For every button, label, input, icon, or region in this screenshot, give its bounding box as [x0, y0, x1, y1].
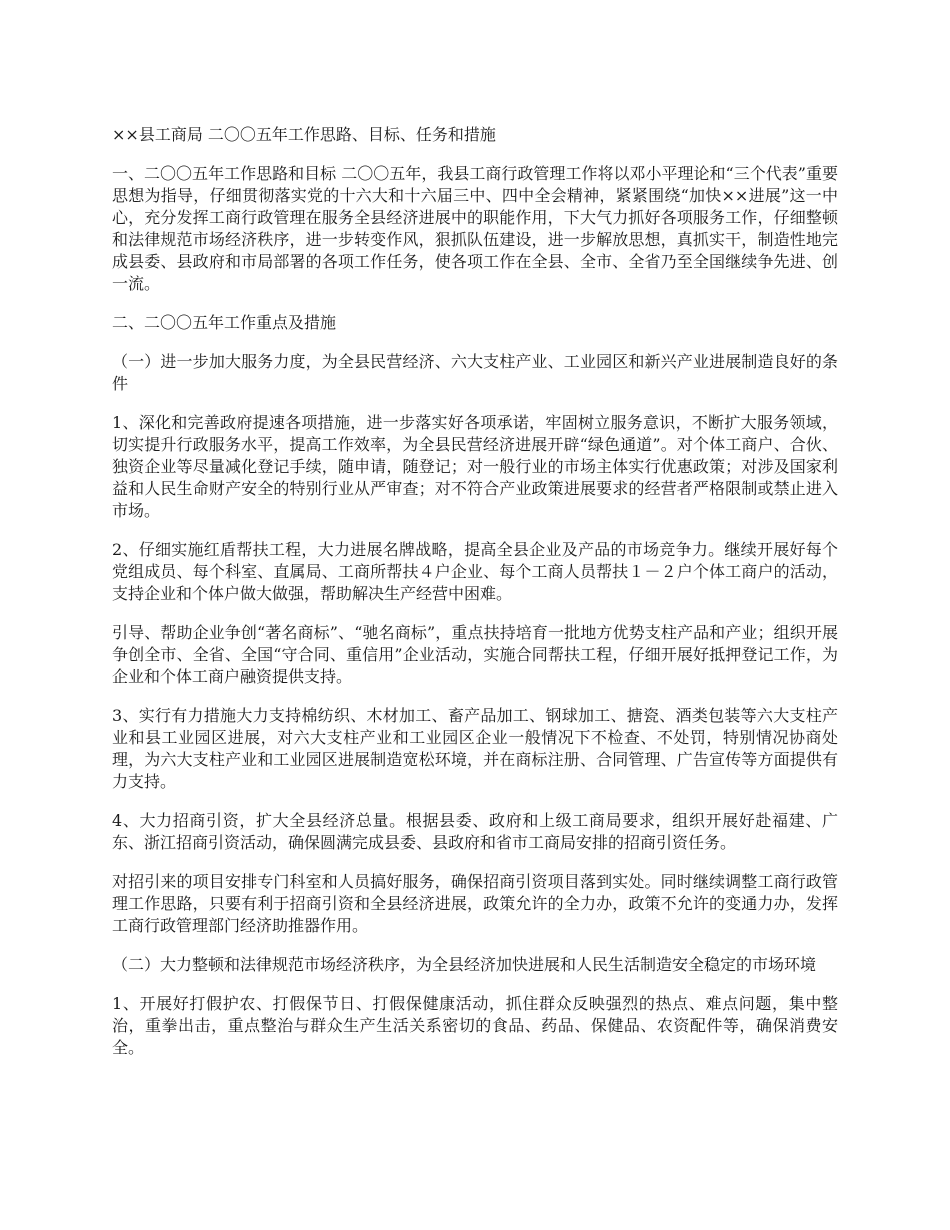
paragraph-item-4: 4、大力招商引资，扩大全县经济总量。根据县委、政府和上级工商局要求，组织开展好赴福建、广东、浙江招商引资活动，确保圆满完成县委、县政府和省市工商局安排的招商引资任务。 [112, 811, 838, 852]
paragraph-sub2-item-1: 1、开展好打假护农、打假保节日、打假保健康活动，抓住群众反映强烈的热点、难点问题，集中整治，重拳出击，重点整治与群众生产生活关系密切的食品、药品、保健品、农资配件等，确保消费安全。 [112, 994, 838, 1057]
paragraph-1: 一、二〇〇五年工作思路和目标 二〇〇五年，我县工商行政管理工作将以邓小平理论和“三个代表”重要思想为指导，仔细贯彻落实党的十六大和十六届三中、四中全会精神，紧紧围绕“加快××进展”这一中心，充分发挥工商行政管理在服务全县经济进展中的职能作用，下大气力抓好各项服务工作，仔细整顿和法律规范市场经济秩序，进一步转变作风，狠抓队伍建设，进一步解放思想，真抓实干，制造性地完成县委、县政府和市局部署的各项工作任务，使各项工作在全县、全市、全省乃至全国继续争先进、创一流。 [112, 164, 838, 293]
paragraph-item-3: 3、实行有力措施大力支持棉纺织、木材加工、畜产品加工、钢球加工、搪瓷、酒类包装等六大支柱产业和县工业园区进展，对六大支柱产业和工业园区企业一般情况下不检查、不处罚，特别情况协商处理，为六大支柱产业和工业园区进展制造宽松环境，并在商标注册、合同管理、广告宣传等方面提供有力支持。 [112, 706, 838, 791]
paragraph-item-2-cont: 引导、帮助企业争创“著名商标”、“驰名商标”，重点扶持培育一批地方优势支柱产品和产业；组织开展争创全市、全省、全国“守合同、重信用”企业活动，实施合同帮扶工程，仔细开展好抵押登记工作，为企业和个体工商户融资提供支持。 [112, 623, 838, 686]
document-page [112, 124, 838, 1076]
subsection-heading-2: （二）大力整顿和法律规范市场经济秩序，为全县经济加快进展和人民生活制造安全稳定的市场环境 [112, 955, 817, 974]
paragraph-item-4-cont: 对招引来的项目安排专门科室和人员搞好服务，确保招商引资项目落到实处。同时继续调整工商行政管理工作思路，只要有利于招商引资和全县经济进展，政策允许的全力办，政策不允许的变通力办，发挥工商行政管理部门经济助推器作用。 [112, 872, 838, 935]
paragraph-item-1: 1、深化和完善政府提速各项措施，进一步落实好各项承诺，牢固树立服务意识，不断扩大服务领域，切实提升行政服务水平，提高工作效率，为全县民营经济进展开辟“绿色通道”。对个体工商户、合伙、独资企业等尽量减化登记手续，随申请，随登记；对一般行业的市场主体实行优惠政策；对涉及国家利益和人民生命财产安全的特别行业从严审查；对不符合产业政策进展要求的经营者严格限制或禁止进入市场。 [112, 413, 838, 520]
paragraph-item-2: 2、仔细实施红盾帮扶工程，大力进展名牌战略，提高全县企业及产品的市场竞争力。继续开展好每个党组成员、每个科室、直属局、工商所帮扶４户企业、每个工商人员帮扶１－２户个体工商户的活动，支持企业和个体户做大做强，帮助解决生产经营中困难。 [112, 540, 838, 603]
subsection-heading-1: （一）进一步加大服务力度，为全县民营经济、六大支柱产业、工业园区和新兴产业进展制造良好的条件 [112, 352, 838, 393]
section-heading-2: 二、二〇〇五年工作重点及措施 [112, 313, 337, 332]
document-title: ××县工商局 二〇〇五年工作思路、目标、任务和措施 [112, 125, 496, 144]
